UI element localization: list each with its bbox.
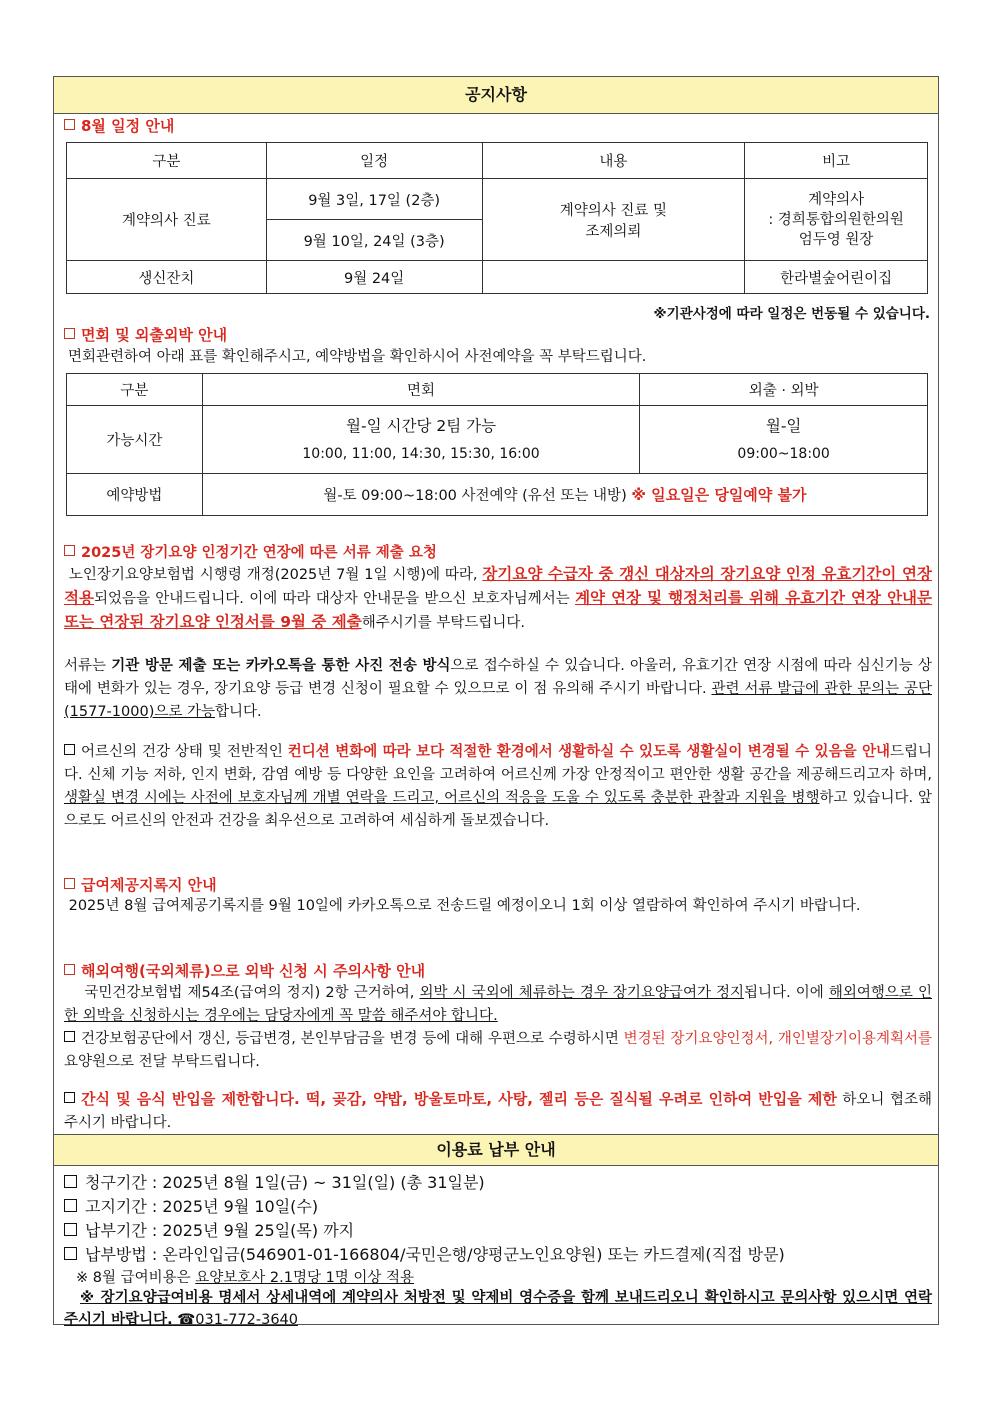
ltc-paragraph-2: 서류는 기관 방문 제출 또는 카카오톡을 통한 사진 전송 방식으로 접수하실 수 있습니다. 아울러, 유효기간 연장 시점에 따라 심신기능 상태에 변화가 있는 경우, 장기요양 등급 변경 신청이 필요할 수 있으므로 이 점 유의해 주시기 바랍니다. 관련 서류 발급에 관한 문의는 공단(1577-1000)으로 가능합니다. xyxy=(64,658,932,720)
ltc-heading: 2025년 장기요양 인정기간 연장에 따른 서류 제출 요청 xyxy=(64,541,437,562)
visit-cell: 월-일 09:00~18:00 xyxy=(640,406,928,474)
benefit-paragraph: 2025년 8월 급여제공기록지를 9월 10일에 카카오톡으로 전송드릴 예정이오니 1회 이상 열람하여 확인하여 주시기 바랍니다. xyxy=(68,898,861,914)
visit-cell: 월-일 시간당 2팀 가능 10:00, 11:00, 14:30, 15:30, 16:00 xyxy=(202,406,639,474)
fee-notice: 고지기간 : 2025년 9월 10일(수) xyxy=(64,1194,318,1217)
visit-header: 구분 xyxy=(67,374,203,406)
checkbox-icon xyxy=(64,744,75,755)
visit-header: 외출 · 외박 xyxy=(640,374,928,406)
food-paragraph: 간식 및 음식 반입을 제한합니다. 떡, 곶감, 약밥, 방울토마토, 사탕, 젤리 등은 질식될 우려로 인하여 반입을 제한 하오니 협조해 주시기 바랍니다. xyxy=(64,1090,932,1131)
schedule-header: 비고 xyxy=(745,143,928,179)
notice-title-bar xyxy=(54,77,938,114)
checkbox-icon xyxy=(64,1247,77,1260)
fee-method: 납부방법 : 온라인입금(546901-01-166804/국민은행/양평군노인요양원) 또는 카드결제(직접 방문) xyxy=(64,1242,785,1265)
visit-header: 면회 xyxy=(202,374,639,406)
schedule-heading: 8월 일정 안내 xyxy=(64,115,174,136)
checkbox-icon xyxy=(64,545,75,556)
visit-cell: 예약방법 xyxy=(67,474,203,516)
abroad-heading: 해외여행(국외체류)으로 외박 신청 시 주의사항 안내 xyxy=(64,960,425,981)
fee-billing: 청구기간 : 2025년 8월 1일(금) ~ 31일(일) (총 31일분) xyxy=(64,1170,485,1193)
visit-table xyxy=(66,373,928,516)
schedule-cell: 계약의사 진료 및 조제의뢰 xyxy=(482,179,745,261)
schedule-table xyxy=(66,142,928,294)
checkbox-icon xyxy=(64,1199,77,1212)
visit-heading: 면회 및 외출외박 안내 xyxy=(64,324,227,345)
schedule-cell xyxy=(482,261,745,294)
schedule-header: 내용 xyxy=(482,143,745,179)
schedule-header: 구분 xyxy=(67,143,267,179)
schedule-cell: 계약의사 : 경희통합의원한의원 엄두영 원장 xyxy=(745,179,928,261)
visit-intro: 면회관련하여 아래 표를 확인해주시고, 예약방법을 확인하시어 사전예약을 꼭 부탁드립니다. xyxy=(68,349,647,365)
checkbox-icon xyxy=(64,1223,77,1236)
fee-title-bar xyxy=(54,1134,938,1166)
schedule-header: 일정 xyxy=(266,143,482,179)
schedule-cell: 9월 10일, 24일 (3층) xyxy=(266,220,482,261)
visit-cell: 가능시간 xyxy=(67,406,203,474)
checkbox-icon xyxy=(64,964,75,975)
fee-note-1: ※ 8월 급여비용은 요양보호사 2.1명당 1명 이상 적용 xyxy=(76,1270,415,1286)
fee-title: 이용료 납부 안내 xyxy=(436,1140,556,1159)
checkbox-icon xyxy=(64,1092,75,1103)
abroad-paragraph-2: 건강보험공단에서 갱신, 등급변경, 본인부담금을 변경 등에 대해 우편으로 수령하시면 변경된 장기요양인정서, 개인별장기이용계획서를 요양원으로 전달 부탁드립니다. xyxy=(64,1031,932,1070)
checkbox-icon xyxy=(64,878,75,889)
room-paragraph: 어르신의 건강 상태 및 전반적인 컨디션 변화에 따라 보다 적절한 환경에서 생활하실 수 있도록 생활실이 변경될 수 있음을 안내드립니다. 신체 기능 저하, 인지 변화, 감염 예방 등 다양한 요인을 고려하여 어르신께 가장 안정적이고 편안한 생활 공간을 제공해드리고자 하며, 생활실 변경 시에는 사전에 보호자님께 개별 연락을 드리고, 어르신의 적응을 도울 수 있도록 충분한 관찰과 지원을 병행하고 있습니다. 앞으로도 어르신의 안전과 건강을 최우선으로 고려하여 세심하게 돌보겠습니다. xyxy=(64,744,933,829)
schedule-cell: 9월 3일, 17일 (2층) xyxy=(266,179,482,220)
schedule-footnote: ※기관사정에 따라 일정은 번동될 수 있습니다. xyxy=(653,306,930,322)
checkbox-icon xyxy=(64,1031,75,1042)
benefit-heading: 급여제공지록지 안내 xyxy=(64,874,217,895)
checkbox-icon xyxy=(64,119,75,130)
fee-note-2: ※ 장기요양급여비용 명세서 상세내역에 계약의사 처방전 및 약제비 영수증을 함께 보내드리오니 확인하시고 문의사항 있으시면 연락주시기 바랍니다. ☎031-772-3640 xyxy=(64,1290,932,1328)
schedule-cell: 계약의사 진료 xyxy=(67,179,267,261)
schedule-cell: 생신잔치 xyxy=(67,261,267,294)
visit-cell: 월-토 09:00~18:00 사전예약 (유선 또는 내방) ※ 일요일은 당일예약 불가 xyxy=(202,474,927,516)
notice-frame xyxy=(53,76,939,1328)
abroad-paragraph-1: 국민건강보험법 제54조(급여의 정지) 2항 근거하여, 외박 시 국외에 체류하는 경우 장기요양급여가 정지됩니다. 이에 해외여행으로 인한 외박을 신청하시는 경우에는 담당자에게 꼭 말씀 해주셔야 합니다. xyxy=(64,985,932,1024)
schedule-cell: 한라별숲어린이집 xyxy=(745,261,928,294)
schedule-cell: 9월 24일 xyxy=(266,261,482,294)
checkbox-icon xyxy=(64,1175,77,1188)
ltc-paragraph-1: 노인장기요양보험법 시행령 개정(2025년 7월 1일 시행)에 따라, 장기요양 수급자 중 갱신 대상자의 장기요양 인정 유효기간이 연장 적용되었음을 안내드립니다. 이에 따라 대상자 안내문을 받으신 보호자님께서는 계약 연장 및 행정처리를 위해 유효기간 연장 안내문 또는 연장된 장기요양 인정서를 9월 중 제출해주시기를 부탁드립니다. xyxy=(64,565,932,631)
notice-title: 공지사항 xyxy=(465,85,527,104)
checkbox-icon xyxy=(64,328,75,339)
fee-payment: 납부기간 : 2025년 9월 25일(목) 까지 xyxy=(64,1218,354,1241)
